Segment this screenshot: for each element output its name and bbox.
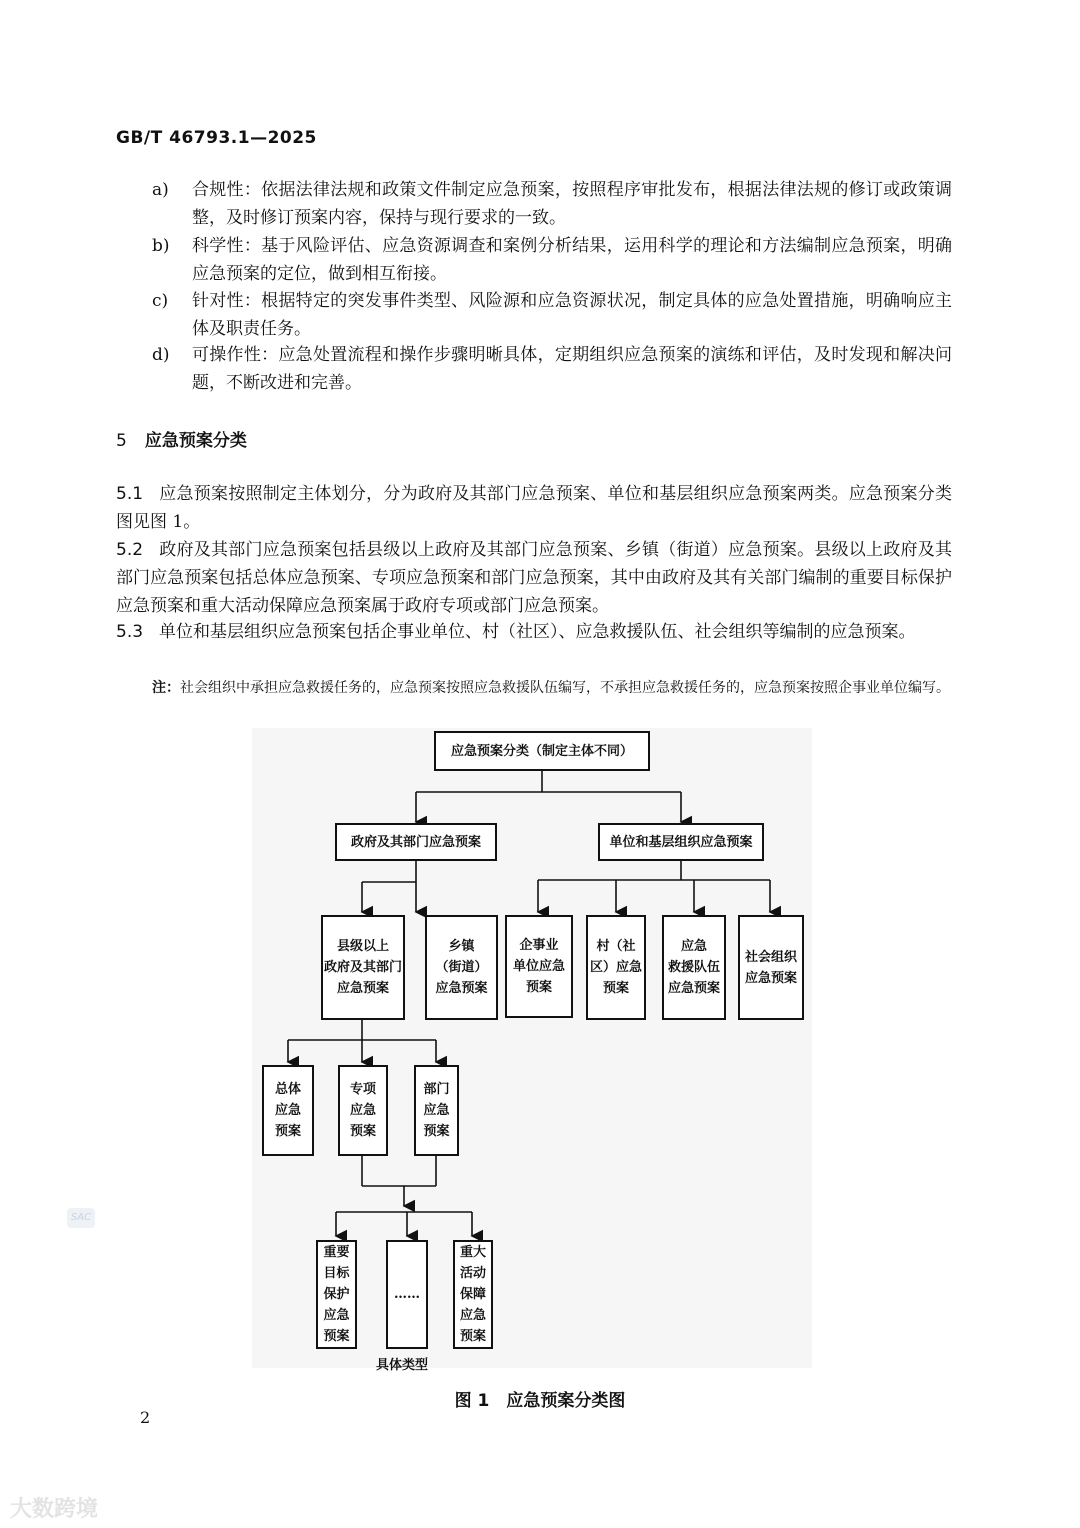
node-label: 应急预案分类（制定主体不同） xyxy=(450,743,633,759)
section-number: 5 xyxy=(116,431,127,451)
node-unit xyxy=(598,823,764,861)
node-label: 应急 救援队伍 应急预案 xyxy=(667,939,720,996)
node-rescue xyxy=(662,915,726,1020)
node-village xyxy=(586,915,646,1020)
list-item-label: d) xyxy=(152,345,170,365)
node-label: 村（社 区）应急 预案 xyxy=(589,939,642,996)
clause-text: 应急预案按照制定主体划分，分为政府及其部门应急预案、单位和基层组织应急预案两类。应急预案分类图见图 1。 xyxy=(116,484,952,532)
node-label: 总体 应急 预案 xyxy=(274,1082,301,1139)
node-label: 重大 活动 保障 应急 预案 xyxy=(459,1245,486,1344)
node-label: 县级以上 政府及其部门 应急预案 xyxy=(323,939,402,996)
standard-number: GB/T 46793.1—2025 xyxy=(116,128,317,148)
node-label: 单位和基层组织应急预案 xyxy=(609,834,753,850)
note-label: 注： xyxy=(152,680,180,696)
node-county xyxy=(321,915,405,1020)
list-item-label: a) xyxy=(152,180,169,200)
node-label: …… xyxy=(394,1287,420,1302)
node-root xyxy=(434,731,650,771)
node-label: 重要 目标 保护 应急 预案 xyxy=(323,1245,350,1344)
list-item-text: 科学性：基于风险评估、应急资源调查和案例分析结果，运用科学的理论和方法编制应急预案，明确应急预案的定位，做到相互衔接。 xyxy=(192,236,952,284)
list-item-label: b) xyxy=(152,236,170,256)
node-key-target xyxy=(316,1240,357,1349)
figure-caption: 图 1 应急预案分类图 xyxy=(454,1391,626,1411)
list-item-label: c) xyxy=(152,291,169,311)
node-ellipsis xyxy=(386,1240,428,1349)
node-social xyxy=(738,915,804,1020)
node-department xyxy=(414,1065,459,1156)
list-item-text: 针对性：根据特定的突发事件类型、风险源和应急资源状况，制定具体的应急处置措施，明确响应主体及职责任务。 xyxy=(192,291,952,339)
list-item-text: 合规性：依据法律法规和政策文件制定应急预案，按照程序审批发布，根据法律法规的修订或政策调整，及时修订预案内容，保持与现行要求的一致。 xyxy=(192,180,952,228)
node-major-event xyxy=(453,1240,493,1349)
section-title: 应急预案分类 xyxy=(144,431,247,451)
clause-number: 5.3 xyxy=(116,622,144,642)
watermark: 大数跨境 xyxy=(10,1497,99,1522)
node-label: 部门 应急 预案 xyxy=(423,1082,450,1139)
node-gov xyxy=(335,823,497,861)
sac-logo: SAC xyxy=(67,1208,95,1228)
specific-types-label: 具体类型 xyxy=(376,1358,429,1373)
node-special xyxy=(338,1065,388,1156)
node-label: 乡镇 （街道） 应急预案 xyxy=(435,939,488,996)
node-label: 专项 应急 预案 xyxy=(349,1082,376,1139)
clause-number: 5.2 xyxy=(116,540,144,560)
node-label: 企事业 单位应急 预案 xyxy=(512,938,565,995)
clause-text: 单位和基层组织应急预案包括企事业单位、村（社区）、应急救援队伍、社会组织等编制的应急预案。 xyxy=(159,622,916,642)
note-text: 社会组织中承担应急救援任务的，应急预案按照应急救援队伍编写，不承担应急救援任务的，应急预案按照企事业单位编写。 xyxy=(180,680,950,696)
list-item-text: 可操作性：应急处置流程和操作步骤明晰具体，定期组织应急预案的演练和评估，及时发现和解决问题，不断改进和完善。 xyxy=(192,345,952,393)
node-enterprise xyxy=(505,915,573,1018)
page-number: 2 xyxy=(140,1408,151,1427)
node-label: 政府及其部门应急预案 xyxy=(350,834,481,850)
clause-text: 政府及其部门应急预案包括县级以上政府及其部门应急预案、乡镇（街道）应急预案。县级以上政府及其部门应急预案包括总体应急预案、专项应急预案和部门应急预案，其中由政府及其有关部门编制的重要目标保护应急预案和重大活动保障应急预案属于政府专项或部门应急预案。 xyxy=(116,540,952,616)
node-overall xyxy=(262,1065,314,1156)
clause-number: 5.1 xyxy=(116,484,144,504)
node-town xyxy=(425,915,498,1020)
node-label: 社会组织 应急预案 xyxy=(744,949,797,986)
